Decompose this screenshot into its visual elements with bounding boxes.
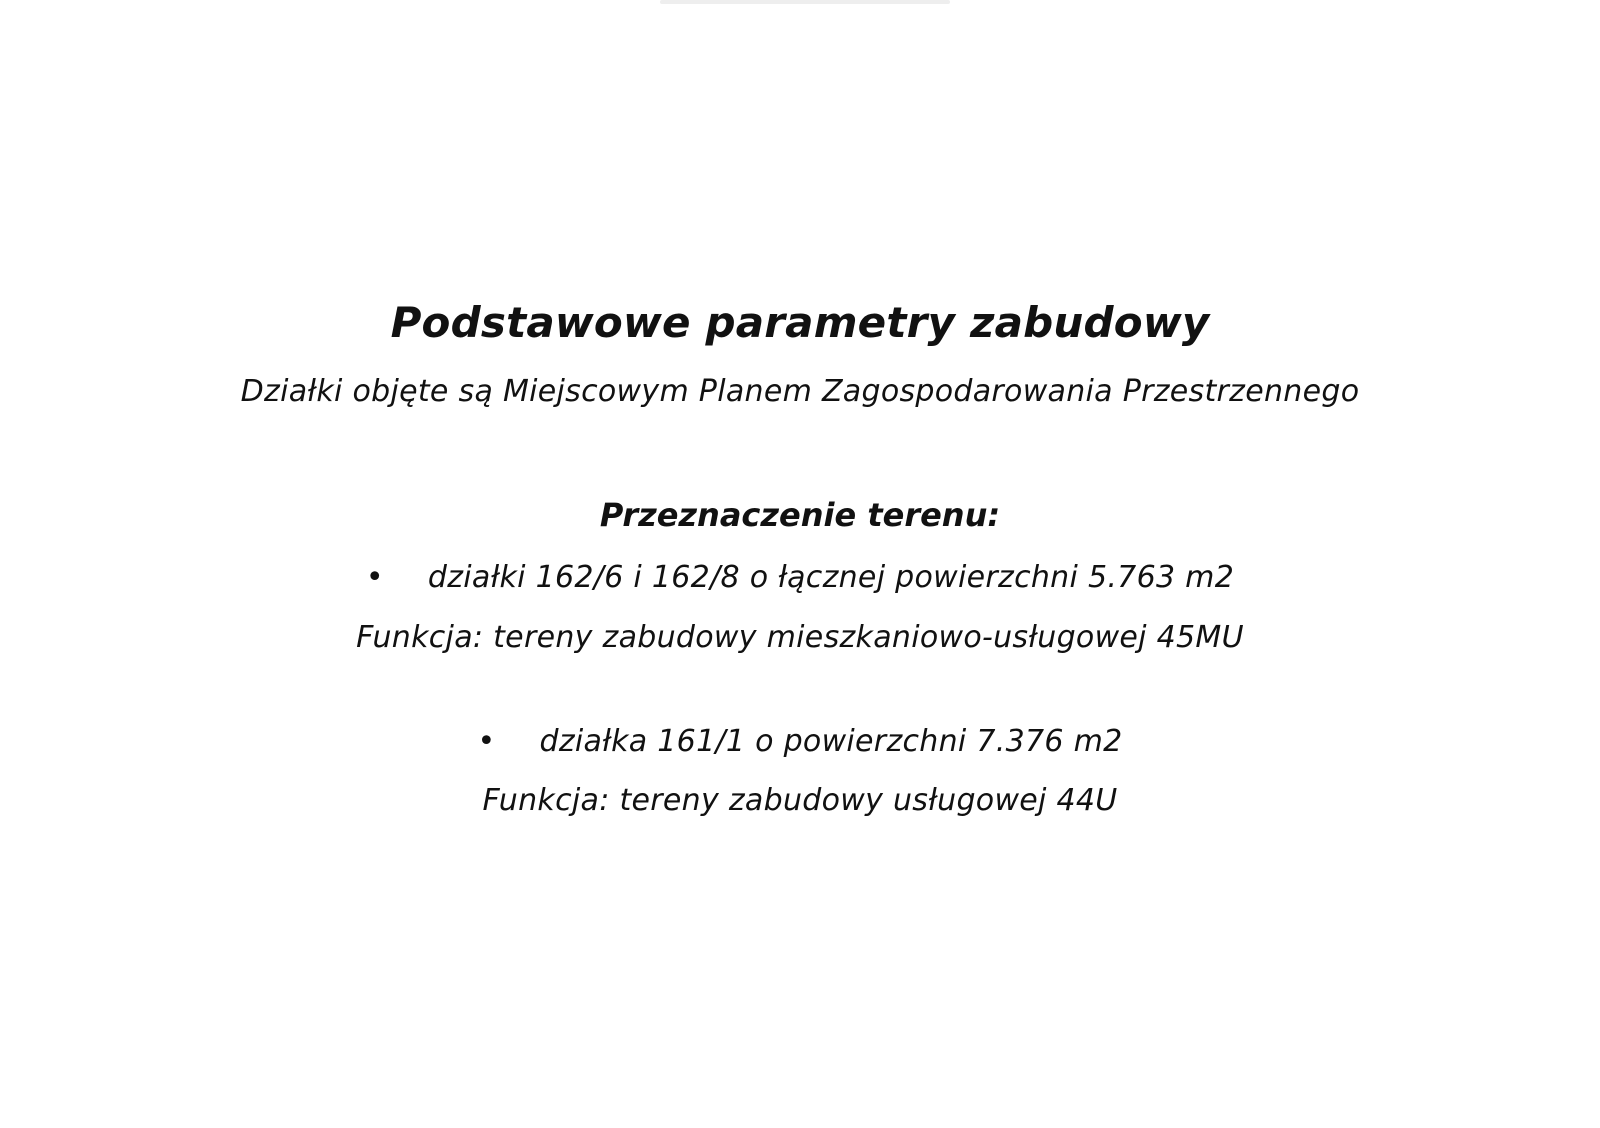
page-title: Podstawowe parametry zabudowy	[390, 298, 1210, 347]
bullet-icon: •	[365, 560, 384, 595]
list-item-plot-1	[0, 560, 1600, 595]
plot-description-2: działka 161/1 o powierzchni 7.376 m2	[539, 724, 1123, 759]
plot-description-1: działki 162/6 i 162/8 o łącznej powierzchni 5.763 m2	[427, 560, 1235, 595]
section-heading: Przeznaczenie terenu:	[599, 496, 1001, 534]
bullet-icon: •	[477, 724, 496, 759]
page-subtitle: Działki objęte są Miejscowym Planem Zagospodarowania Przestrzennego	[240, 374, 1360, 409]
list-item-plot-2	[0, 724, 1600, 759]
function-description-2: Funkcja: tereny zabudowy usługowej 44U	[482, 783, 1118, 818]
function-description-1: Funkcja: tereny zabudowy mieszkaniowo-usługowej 45MU	[356, 620, 1244, 655]
